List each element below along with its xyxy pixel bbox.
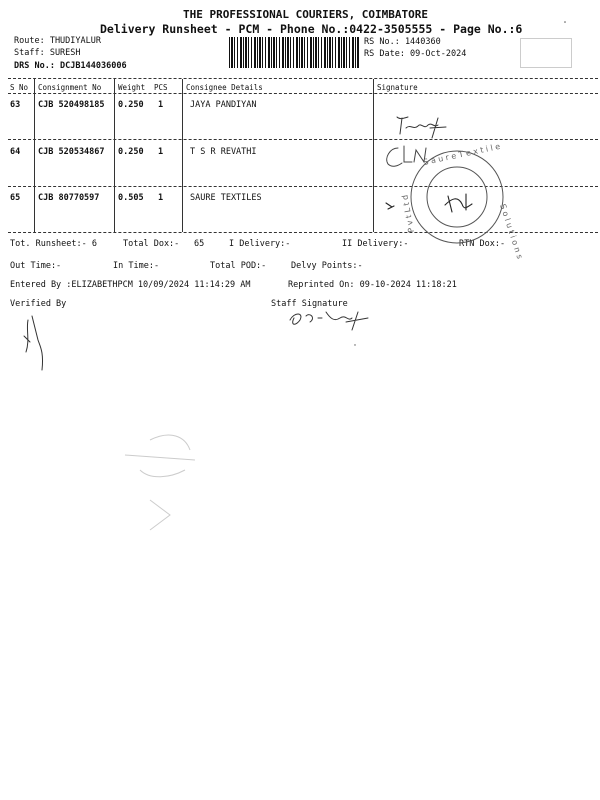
company-name: THE PROFESSIONAL COURIERS, COIMBATORE <box>183 8 429 21</box>
col-header-pcs: PCS <box>154 83 168 92</box>
sheet-title: Delivery Runsheet - PCM - Phone No.:0422-3505555 - Page No.:6 <box>100 22 523 36</box>
i-delivery: I Delivery:- <box>229 239 291 249</box>
entered-by: Entered By :ELIZABETHPCM 10/09/2024 11:14:29 AM <box>10 280 251 290</box>
staff: Staff: SURESH <box>14 48 81 58</box>
total-pod: Total POD:- <box>210 261 267 271</box>
company-stamp <box>400 142 524 260</box>
signature-row-64 <box>387 146 426 166</box>
rs-date: RS Date: 09-Oct-2024 <box>364 49 467 59</box>
svg-text:P v t L t d: P v t L t d <box>400 194 416 234</box>
row-consignee: JAYA PANDIYAN <box>190 100 257 110</box>
delvy-points: Delvy Points:- <box>291 261 363 271</box>
in-time: In Time:- <box>113 261 160 271</box>
row-sno: 63 <box>10 100 21 110</box>
rtn-dox: RTN Dox:- <box>459 239 506 249</box>
out-time: Out Time:- <box>10 261 62 271</box>
row-consignment: CJB 520498185 <box>38 100 105 110</box>
drs-number: DRS No.: DCJB144036006 <box>14 61 127 71</box>
verified-signature <box>24 316 43 370</box>
staff-signature-label: Staff Signature <box>271 299 348 309</box>
row-consignee: SAURE TEXTILES <box>190 193 262 203</box>
svg-text:S o l u t i o n s: S o l u t i o n s <box>498 202 525 260</box>
ii-delivery: II Delivery:- <box>342 239 409 249</box>
row-sno: 64 <box>10 147 21 157</box>
reprinted-on: Reprinted On: 09-10-2024 11:18:21 <box>288 280 457 290</box>
col-header-weight: Weight <box>118 83 146 92</box>
row-pcs: 1 <box>158 147 164 157</box>
scan-speckles <box>354 21 566 345</box>
col-header-sno: S No <box>10 83 29 92</box>
col-header-signature: Signature <box>377 83 418 92</box>
staff-signature <box>290 312 368 330</box>
row-consignee: T S R REVATHI <box>190 147 257 157</box>
total-dox-label: Total Dox:- <box>123 239 180 249</box>
route: Route: THUDIYALUR <box>14 36 101 46</box>
row-consignment: CJB 520534867 <box>38 147 105 157</box>
col-header-consignee: Consignee Details <box>186 83 263 92</box>
row-pcs: 1 <box>158 100 164 110</box>
tot-runsheet: Tot. Runsheet:- 6 <box>10 239 97 249</box>
signature-row-65 <box>386 194 472 212</box>
col-header-consignment: Consignment No <box>38 83 102 92</box>
row-pcs: 1 <box>158 193 164 203</box>
bleed-through-mark <box>125 435 195 530</box>
rs-number: RS No.: 1440360 <box>364 37 441 47</box>
signature-row-63 <box>397 117 446 138</box>
row-consignment: CJB 80770597 <box>38 193 100 203</box>
row-sno: 65 <box>10 193 21 203</box>
row-weight: 0.250 <box>118 147 144 157</box>
row-weight: 0.250 <box>118 100 144 110</box>
row-weight: 0.505 <box>118 193 144 203</box>
svg-text:S a u r e T e x t i: S a u r e T e x t i l e <box>422 141 501 167</box>
total-dox-value: 65 <box>194 239 205 249</box>
verified-by: Verified By <box>10 299 67 309</box>
